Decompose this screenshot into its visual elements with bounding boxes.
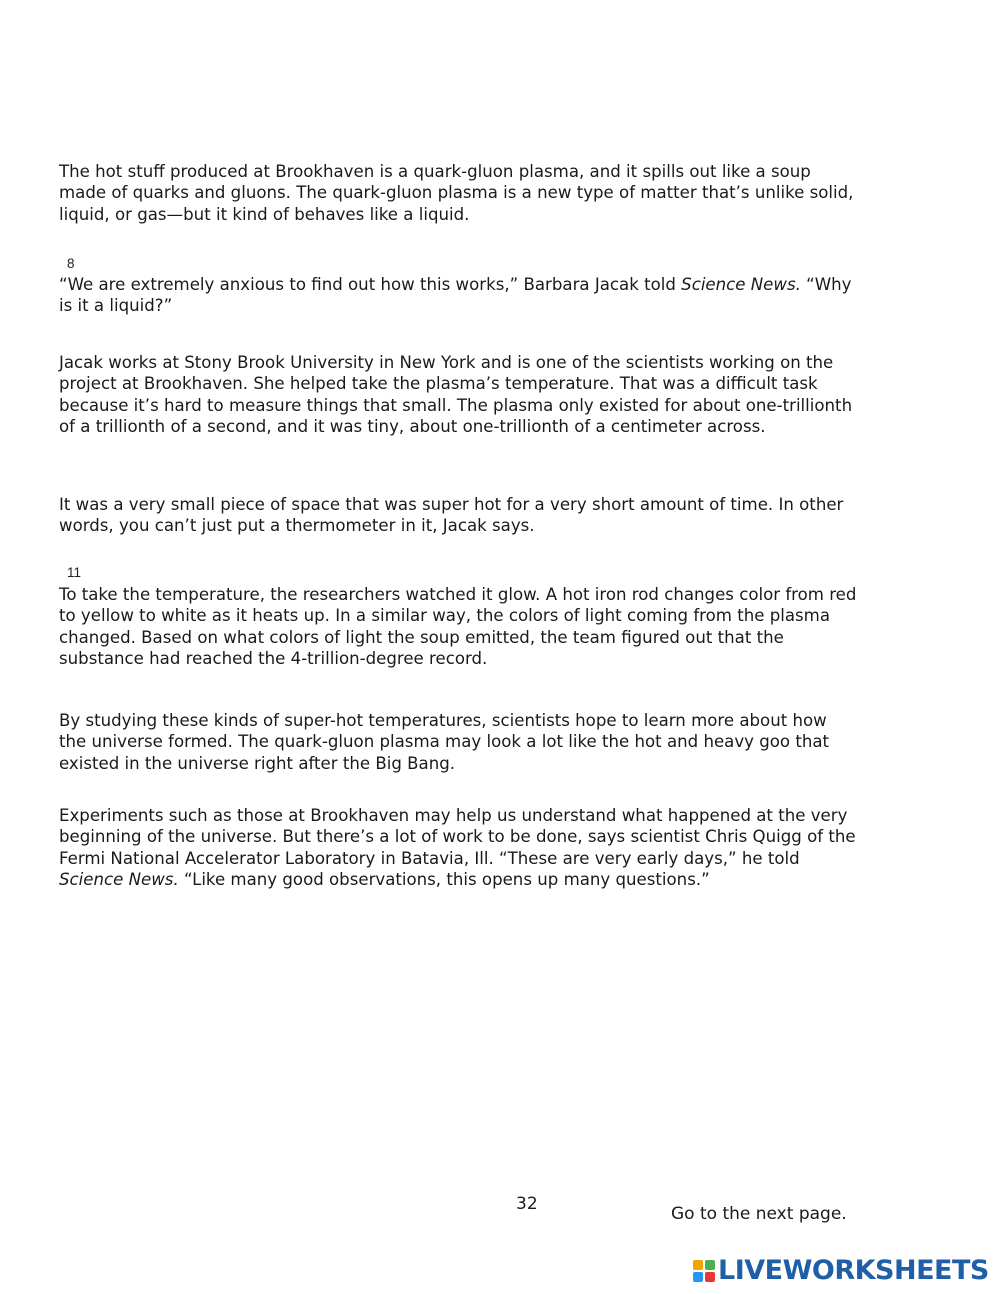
text-run: By studying these kinds of super-hot temperatures, scientists hope to learn more about how the universe formed. The quark-gluon plasma may look a lot like the hot and heavy goo that existed in the universe right after the Big Bang. (59, 711, 830, 773)
text-run: Experiments such as those at Brookhaven may help us understand what happened at the very beginning of the universe. But there’s a lot of work to be done, says scientist Chris Quigg of the Fermi National Accelerator Laboratory in Batavia, Ill. “These are very early days,” he told (59, 806, 856, 868)
paragraph (59, 584, 859, 670)
logo-square (693, 1272, 703, 1282)
text-run: It was a very small piece of space that was super hot for a very short amount of time. In other words, you can’t just put a thermometer in it, Jacak says. (59, 495, 844, 536)
paragraph (59, 494, 859, 537)
italic-text: Science News. (59, 870, 179, 890)
text-run: “Why is it a liquid?” (59, 275, 852, 316)
logo-square (705, 1272, 715, 1282)
paragraph (59, 274, 859, 317)
next-page-note: Go to the next page. (671, 1204, 847, 1224)
logo-square (693, 1260, 703, 1270)
paragraph (59, 161, 859, 225)
paragraph-number: 11 (67, 565, 82, 580)
liveworksheets-logo (693, 1257, 989, 1285)
italic-text: Science News. (681, 275, 801, 294)
text-run: Jacak works at Stony Brook University in New York and is one of the scientists working on the project at Brookhaven. She helped take the plasma’s temperature. That was a difficult task because it’s hard to measure things that small. The plasma only existed for about one-trillionth of a trillionth of a second, and it was tiny, about one-trillionth of a centimeter across. (59, 353, 853, 437)
page-number: 32 (516, 1194, 538, 1214)
paragraph (59, 805, 859, 891)
paragraph-number: 8 (67, 256, 75, 271)
text-run: The hot stuff produced at Brookhaven is a quark-gluon plasma, and it spills out like a soup made of quarks and gluons. The quark-gluon plasma is a new type of matter that’s unlike solid, liquid, or gas—but it kind of behaves like a liquid. (59, 162, 854, 224)
logo-square (705, 1260, 715, 1270)
paragraph (59, 710, 859, 774)
paragraph (59, 352, 859, 438)
text-run: “Like many good observations, this opens up many questions.” (178, 870, 710, 890)
logo-mark-icon (693, 1260, 715, 1282)
logo-text: LIVEWORKSHEETS (718, 1255, 989, 1286)
text-run: “We are extremely anxious to find out how this works,” Barbara Jacak told (59, 275, 682, 294)
text-run: To take the temperature, the researchers watched it glow. A hot iron rod changes color from red to yellow to white as it heats up. In a similar way, the colors of light coming from the plasma changed. Based on what colors of light the soup emitted, the team figured out that the substance had reached the 4-trillion-degree record. (59, 585, 857, 669)
